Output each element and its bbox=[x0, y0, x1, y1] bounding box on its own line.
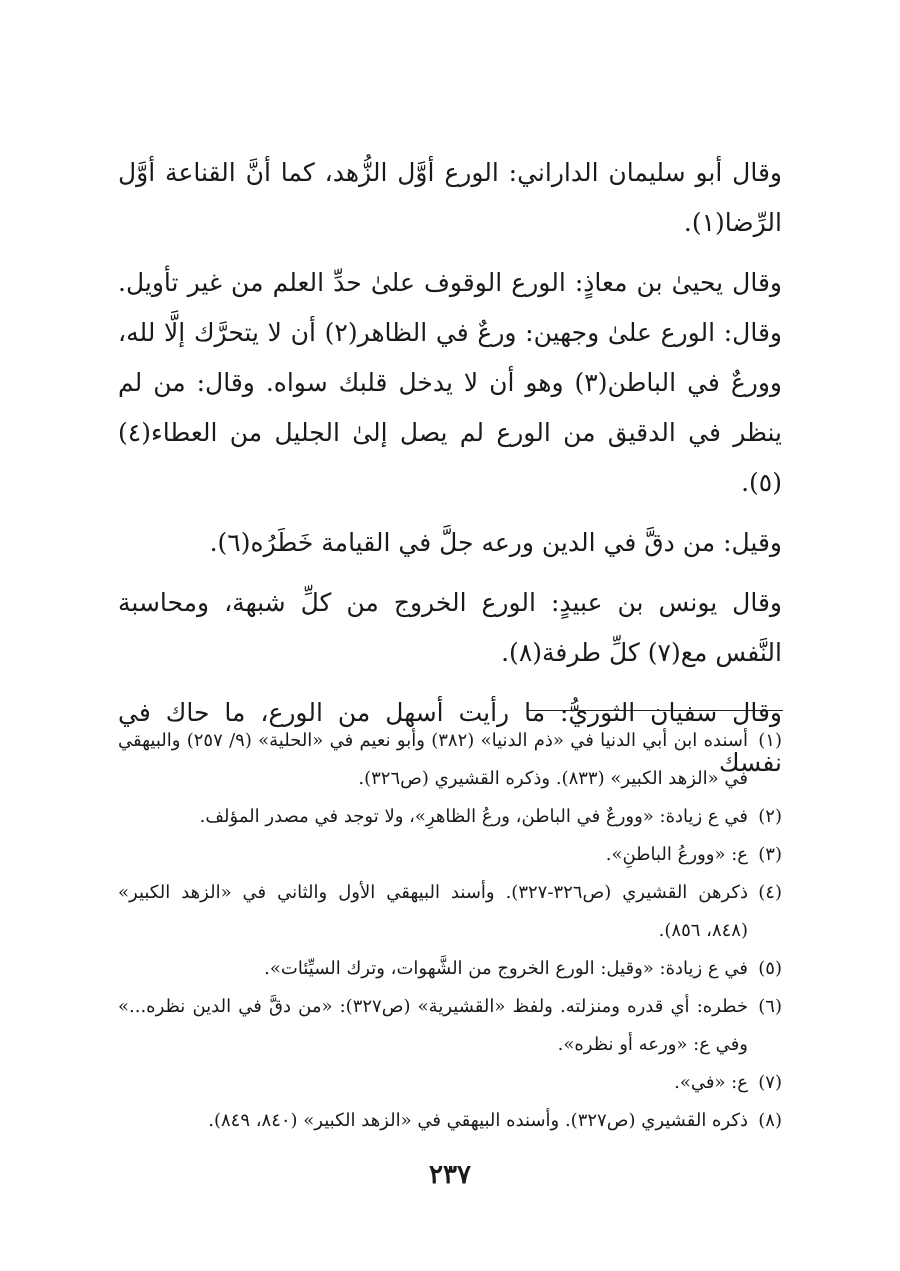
footnote-text: في ع زيادة: «وورعٌ في الباطن، ورعُ الظاهرِ»، ولا توجد في مصدر المؤلف. bbox=[199, 806, 748, 827]
footnote-number: (١) bbox=[758, 730, 782, 751]
footnote-item bbox=[118, 722, 782, 798]
paragraph-yahya-bin-muadh: وقال يحيىٰ بن معاذٍ: الورع الوقوف علىٰ حدِّ العلم من غير تأويل. وقال: الورع علىٰ وجهين: ورعٌ في الظاهر(٢) أن لا يتحرَّك إلَّا لله، وورعٌ في الباطن(٣) وهو أن لا يدخل قلبك سواه. وقال: من لم ينظر في الدقيق من الورع لم يصل إلىٰ الجليل من العطاء(٤) (٥). bbox=[118, 268, 782, 497]
footnote-text: خطره: أي قدره ومنزلته. ولفظ «القشيرية» (ص٣٢٧): «من دقَّ في الدين نظره...» وفي ع: «ورعه أو نظره». bbox=[118, 996, 749, 1055]
footnote-text: ذكره القشيري (ص٣٢٧). وأسنده البيهقي في «الزهد الكبير» (٨٤٠، ٨٤٩). bbox=[208, 1110, 748, 1131]
footnote-text: ذكرهن القشيري (ص٣٢٦-٣٢٧). وأسند البيهقي الأول والثاني في «الزهد الكبير» (٨٤٨، ٨٥٦). bbox=[118, 882, 748, 941]
footnote-text: ع: «في». bbox=[674, 1072, 748, 1093]
main-text bbox=[118, 148, 782, 798]
paragraph-wa-qila: وقيل: من دقَّ في الدين ورعه جلَّ في القيامة خَطَرُه(٦). bbox=[209, 528, 782, 557]
paragraph-darani: وقال أبو سليمان الداراني: الورع أوَّل الزُّهد، كما أنَّ القناعة أوَّل الرِّضا(١). bbox=[118, 158, 782, 237]
footnote-number: (٢) bbox=[758, 806, 782, 827]
footnote-item bbox=[118, 950, 782, 988]
footnote-number: (٥) bbox=[758, 958, 782, 979]
footnote-item bbox=[118, 836, 782, 874]
paragraph-yunus-bin-ubayd: وقال يونس بن عبيدٍ: الورع الخروج من كلِّ شبهة، ومحاسبة النَّفس مع(٧) كلِّ طرفة(٨). bbox=[118, 588, 782, 667]
footnote-separator bbox=[528, 710, 783, 711]
page-number: ٢٣٧ bbox=[429, 1160, 471, 1190]
footnote-item bbox=[118, 874, 782, 950]
footnote-item bbox=[118, 1064, 782, 1102]
footnote-item bbox=[118, 988, 782, 1064]
footnote-text: أسنده ابن أبي الدنيا في «ذم الدنيا» (٣٨٢) وأبو نعيم في «الحلية» (٩/ ٢٥٧) والبيهقي في «الزهد الكبير» (٨٣٣). وذكره القشيري (ص٣٢٦). bbox=[118, 730, 748, 789]
footnote-text: في ع زيادة: «وقيل: الورع الخروج من الشَّهوات، وترك السيِّئات». bbox=[264, 958, 748, 979]
paragraph-sufyan-thawri: وقال سفيان الثوريُّ: ما رأيت أسهل من الورع، ما حاك في نفسك bbox=[118, 698, 782, 777]
footnote-number: (٣) bbox=[758, 844, 782, 865]
footnote-number: (٧) bbox=[758, 1072, 782, 1093]
footnote-number: (٦) bbox=[758, 996, 782, 1017]
footnote-number: (٨) bbox=[758, 1110, 782, 1131]
footnote-item bbox=[118, 798, 782, 836]
footnote-text: ع: «وورعُ الباطنِ». bbox=[605, 844, 748, 865]
footnotes bbox=[118, 722, 782, 1140]
footnote-number: (٤) bbox=[758, 882, 782, 903]
footnote-item bbox=[118, 1102, 782, 1140]
